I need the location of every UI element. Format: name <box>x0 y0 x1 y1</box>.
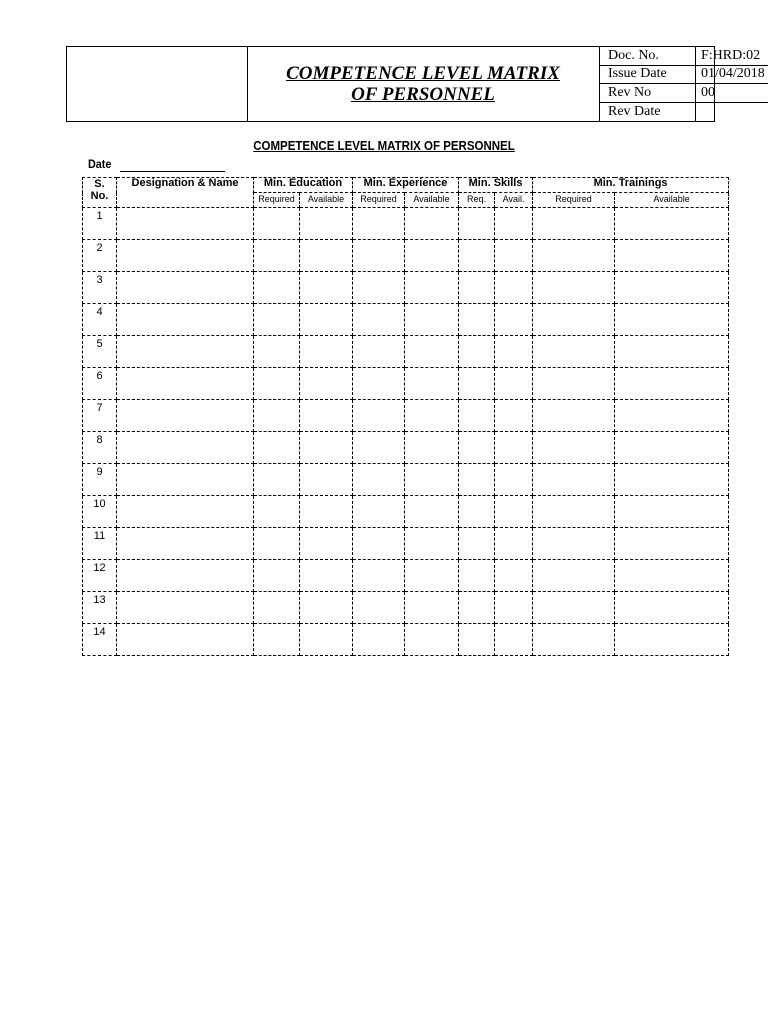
table-row <box>83 240 729 272</box>
skill-available-cell[interactable] <box>495 432 533 464</box>
edu-available-header: Available <box>300 193 353 208</box>
exp-required-cell[interactable] <box>353 336 405 368</box>
meta-row-doc-no <box>599 47 768 66</box>
skill-required-cell[interactable] <box>459 208 495 240</box>
exp-required-header: Required <box>353 193 405 208</box>
header-title-line2: OF PERSONNEL <box>351 84 495 105</box>
skill-available-cell[interactable] <box>495 496 533 528</box>
table-row <box>83 272 729 304</box>
training-available-cell[interactable] <box>615 496 729 528</box>
designation-cell[interactable] <box>117 432 254 464</box>
edu-required-cell[interactable] <box>254 368 300 400</box>
exp-available-cell[interactable] <box>405 336 459 368</box>
designation-cell[interactable] <box>117 592 254 624</box>
training-available-cell[interactable] <box>615 592 729 624</box>
sn-cell: 1 <box>83 208 117 240</box>
training-available-cell[interactable] <box>615 400 729 432</box>
sheet-title: COMPETENCE LEVEL MATRIX OF PERSONNEL <box>253 139 515 153</box>
edu-required-cell[interactable] <box>254 304 300 336</box>
sn-cell: 2 <box>83 240 117 272</box>
exp-required-cell[interactable] <box>353 624 405 656</box>
training-required-cell[interactable] <box>533 560 615 592</box>
training-required-cell[interactable] <box>533 208 615 240</box>
exp-required-cell[interactable] <box>353 592 405 624</box>
exp-available-cell[interactable] <box>405 240 459 272</box>
sn-cell: 12 <box>83 560 117 592</box>
meta-row-rev-date <box>599 103 768 121</box>
edu-required-cell[interactable] <box>254 528 300 560</box>
sn-cell: 10 <box>83 496 117 528</box>
skill-available-cell[interactable] <box>495 592 533 624</box>
table-row <box>83 304 729 336</box>
skill-required-cell[interactable] <box>459 624 495 656</box>
skill-available-cell[interactable] <box>495 208 533 240</box>
header-title-cell <box>247 47 599 121</box>
edu-required-cell[interactable] <box>254 464 300 496</box>
training-available-cell[interactable] <box>615 368 729 400</box>
sn-cell: 8 <box>83 432 117 464</box>
meta-row-rev-no <box>599 84 768 103</box>
training-available-cell[interactable] <box>615 528 729 560</box>
designation-cell[interactable] <box>117 528 254 560</box>
skill-required-cell[interactable] <box>459 528 495 560</box>
edu-available-cell[interactable] <box>300 272 353 304</box>
table-row <box>83 592 729 624</box>
meta-value: 01/04/2018 <box>695 65 768 83</box>
edu-available-cell[interactable] <box>300 304 353 336</box>
edu-available-cell[interactable] <box>300 624 353 656</box>
matrix-body <box>83 208 729 656</box>
sn-cell: 5 <box>83 336 117 368</box>
edu-required-cell[interactable] <box>254 208 300 240</box>
edu-available-cell[interactable] <box>300 432 353 464</box>
table-row <box>83 624 729 656</box>
sn-header-line2: No. <box>90 190 109 202</box>
designation-cell[interactable] <box>117 560 254 592</box>
sn-cell: 3 <box>83 272 117 304</box>
edu-required-cell[interactable] <box>254 432 300 464</box>
edu-available-cell[interactable] <box>300 464 353 496</box>
edu-required-header: Required <box>254 193 300 208</box>
training-available-cell[interactable] <box>615 240 729 272</box>
exp-available-cell[interactable] <box>405 592 459 624</box>
table-row <box>83 400 729 432</box>
skill-required-cell[interactable] <box>459 336 495 368</box>
skill-required-header: Req. <box>459 193 495 208</box>
sn-cell: 4 <box>83 304 117 336</box>
skill-required-cell[interactable] <box>459 240 495 272</box>
exp-available-cell[interactable] <box>405 304 459 336</box>
exp-required-cell[interactable] <box>353 208 405 240</box>
exp-available-cell[interactable] <box>405 528 459 560</box>
meta-row-issue-date <box>599 65 768 84</box>
exp-required-cell[interactable] <box>353 432 405 464</box>
header-title-line1: COMPETENCE LEVEL MATRIX <box>286 63 560 84</box>
exp-available-cell[interactable] <box>405 208 459 240</box>
skills-group-header: Min. Skills <box>459 178 533 193</box>
exp-required-cell[interactable] <box>353 528 405 560</box>
skill-available-cell[interactable] <box>495 400 533 432</box>
competence-matrix-table <box>82 177 729 656</box>
edu-available-cell[interactable] <box>300 560 353 592</box>
meta-label: Doc. No. <box>599 47 695 65</box>
skill-required-cell[interactable] <box>459 592 495 624</box>
skill-required-cell[interactable] <box>459 496 495 528</box>
training-available-header: Available <box>615 193 729 208</box>
meta-label: Rev Date <box>599 103 695 121</box>
exp-available-header: Available <box>405 193 459 208</box>
training-required-cell[interactable] <box>533 240 615 272</box>
training-required-cell[interactable] <box>533 496 615 528</box>
designation-cell[interactable] <box>117 400 254 432</box>
exp-available-cell[interactable] <box>405 400 459 432</box>
meta-value <box>695 103 768 121</box>
exp-available-cell[interactable] <box>405 624 459 656</box>
table-row <box>83 464 729 496</box>
designation-cell[interactable] <box>117 368 254 400</box>
sn-cell: 11 <box>83 528 117 560</box>
training-available-cell[interactable] <box>615 336 729 368</box>
edu-available-cell[interactable] <box>300 528 353 560</box>
exp-required-cell[interactable] <box>353 464 405 496</box>
skill-required-cell[interactable] <box>459 560 495 592</box>
education-group-header: Min. Education <box>254 178 353 193</box>
designation-cell[interactable] <box>117 240 254 272</box>
training-required-cell[interactable] <box>533 528 615 560</box>
skill-available-header: Avail. <box>495 193 533 208</box>
sn-cell: 13 <box>83 592 117 624</box>
edu-required-cell[interactable] <box>254 336 300 368</box>
designation-cell[interactable] <box>117 272 254 304</box>
meta-label: Rev No <box>599 84 695 102</box>
edu-required-cell[interactable] <box>254 240 300 272</box>
meta-label: Issue Date <box>599 65 695 83</box>
edu-required-cell[interactable] <box>254 624 300 656</box>
sn-header-line1: S. <box>94 178 105 190</box>
skill-available-cell[interactable] <box>495 528 533 560</box>
sn-cell: 9 <box>83 464 117 496</box>
training-required-cell[interactable] <box>533 368 615 400</box>
edu-available-cell[interactable] <box>300 336 353 368</box>
edu-available-cell[interactable] <box>300 240 353 272</box>
exp-available-cell[interactable] <box>405 496 459 528</box>
header-row-groups <box>83 178 729 193</box>
table-row <box>83 336 729 368</box>
skill-required-cell[interactable] <box>459 464 495 496</box>
date-label: Date <box>88 157 112 171</box>
training-available-cell[interactable] <box>615 272 729 304</box>
training-required-cell[interactable] <box>533 272 615 304</box>
sn-cell: 6 <box>83 368 117 400</box>
header-title <box>286 63 560 105</box>
designation-cell[interactable] <box>117 336 254 368</box>
table-row <box>83 368 729 400</box>
exp-required-cell[interactable] <box>353 560 405 592</box>
table-row <box>83 432 729 464</box>
skill-required-cell[interactable] <box>459 304 495 336</box>
edu-available-cell[interactable] <box>300 208 353 240</box>
document-header <box>66 46 765 122</box>
training-required-cell[interactable] <box>533 464 615 496</box>
training-available-cell[interactable] <box>615 304 729 336</box>
training-required-cell[interactable] <box>533 400 615 432</box>
training-available-cell[interactable] <box>615 432 729 464</box>
skill-required-cell[interactable] <box>459 400 495 432</box>
exp-available-cell[interactable] <box>405 560 459 592</box>
skill-available-cell[interactable] <box>495 304 533 336</box>
edu-required-cell[interactable] <box>254 272 300 304</box>
edu-available-cell[interactable] <box>300 592 353 624</box>
experience-group-header: Min. Experience <box>353 178 459 193</box>
skill-available-cell[interactable] <box>495 560 533 592</box>
edu-required-cell[interactable] <box>254 560 300 592</box>
sn-header <box>83 178 117 208</box>
training-available-cell[interactable] <box>615 208 729 240</box>
date-field-line[interactable] <box>120 171 225 172</box>
exp-available-cell[interactable] <box>405 272 459 304</box>
exp-available-cell[interactable] <box>405 432 459 464</box>
training-available-cell[interactable] <box>615 560 729 592</box>
exp-required-cell[interactable] <box>353 272 405 304</box>
exp-available-cell[interactable] <box>405 368 459 400</box>
meta-value: F:HRD:02 <box>695 47 768 65</box>
sn-cell: 7 <box>83 400 117 432</box>
training-required-cell[interactable] <box>533 304 615 336</box>
doc-meta-table <box>599 47 765 121</box>
sn-cell: 14 <box>83 624 117 656</box>
trainings-group-header: Min. Trainings <box>533 178 729 193</box>
edu-required-cell[interactable] <box>254 496 300 528</box>
edu-required-cell[interactable] <box>254 592 300 624</box>
logo-cell <box>67 47 248 121</box>
exp-required-cell[interactable] <box>353 496 405 528</box>
table-row <box>83 528 729 560</box>
skill-available-cell[interactable] <box>495 336 533 368</box>
training-required-cell[interactable] <box>533 592 615 624</box>
edu-available-cell[interactable] <box>300 400 353 432</box>
meta-value: 00 <box>695 84 768 102</box>
table-row <box>83 560 729 592</box>
training-required-cell[interactable] <box>533 624 615 656</box>
skill-required-cell[interactable] <box>459 272 495 304</box>
designation-cell[interactable] <box>117 304 254 336</box>
exp-required-cell[interactable] <box>353 400 405 432</box>
edu-required-cell[interactable] <box>254 400 300 432</box>
edu-available-cell[interactable] <box>300 368 353 400</box>
exp-required-cell[interactable] <box>353 240 405 272</box>
skill-available-cell[interactable] <box>495 464 533 496</box>
skill-available-cell[interactable] <box>495 272 533 304</box>
exp-available-cell[interactable] <box>405 464 459 496</box>
skill-required-cell[interactable] <box>459 368 495 400</box>
designation-cell[interactable] <box>117 496 254 528</box>
table-row <box>83 208 729 240</box>
exp-required-cell[interactable] <box>353 368 405 400</box>
designation-header: Designation & Name <box>117 178 254 208</box>
skill-required-cell[interactable] <box>459 432 495 464</box>
edu-available-cell[interactable] <box>300 496 353 528</box>
skill-available-cell[interactable] <box>495 240 533 272</box>
skill-available-cell[interactable] <box>495 368 533 400</box>
designation-cell[interactable] <box>117 208 254 240</box>
exp-required-cell[interactable] <box>353 304 405 336</box>
training-required-header: Required <box>533 193 615 208</box>
designation-cell[interactable] <box>117 624 254 656</box>
training-available-cell[interactable] <box>615 464 729 496</box>
training-required-cell[interactable] <box>533 432 615 464</box>
training-required-cell[interactable] <box>533 336 615 368</box>
table-row <box>83 496 729 528</box>
designation-cell[interactable] <box>117 464 254 496</box>
training-available-cell[interactable] <box>615 624 729 656</box>
skill-available-cell[interactable] <box>495 624 533 656</box>
